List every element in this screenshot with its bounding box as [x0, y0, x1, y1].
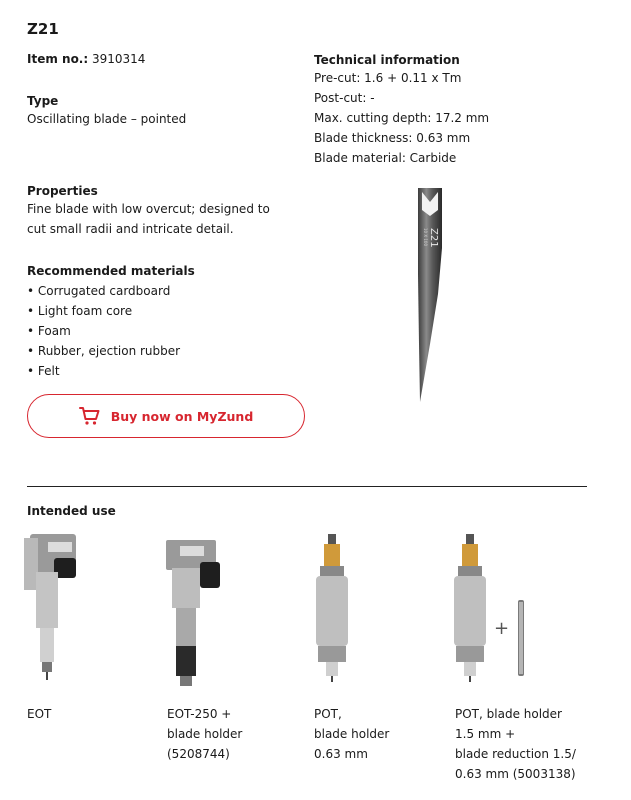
list-item: • Light foam core	[27, 301, 180, 321]
tool-caption-eot	[27, 704, 51, 724]
tool-caption-line: blade holder	[167, 727, 243, 741]
item-number-value: 3910314	[92, 52, 146, 66]
tool-caption-line: blade holder	[314, 727, 390, 741]
properties-line: Fine blade with low overcut; designed to	[27, 202, 270, 216]
blade-image	[400, 184, 460, 406]
technical-list	[314, 68, 489, 168]
blade-reduction-image	[514, 600, 528, 680]
buy-now-button[interactable]	[27, 394, 305, 438]
tool-caption-pot	[314, 704, 389, 764]
tool-caption-line: EOT-250 +	[167, 707, 232, 721]
plus-sign: +	[494, 618, 510, 639]
list-item: • Foam	[27, 321, 180, 341]
tool-caption-line: blade reduction 1.5/	[455, 747, 576, 761]
technical-line: Max. cutting depth: 17.2 mm	[314, 111, 490, 125]
type-value: Oscillating blade – pointed	[27, 112, 187, 126]
type-label: Type	[27, 94, 59, 108]
tool-caption-line: EOT	[27, 707, 52, 721]
list-item: • Felt	[27, 361, 180, 381]
pot-reduction-tool-image	[448, 532, 492, 682]
technical-line: Blade thickness: 0.63 mm	[314, 131, 471, 145]
list-item: • Rubber, ejection rubber	[27, 341, 180, 361]
blade-small-text: 10 X 100	[423, 228, 428, 247]
list-item: • Corrugated cardboard	[27, 281, 180, 301]
technical-line: Blade material: Carbide	[314, 151, 457, 165]
buy-now-label: Buy now on MyZund	[110, 408, 254, 424]
technical-line: Post-cut: -	[314, 91, 375, 105]
eot-250-tool-image	[160, 538, 224, 688]
tool-caption-line: POT, blade holder	[455, 707, 562, 721]
tool-caption-line: POT,	[314, 707, 342, 721]
tool-caption-line: 0.63 mm	[314, 747, 368, 761]
blade-engraving: Z21	[428, 228, 439, 248]
tool-caption-eot-250	[167, 704, 242, 764]
technical-line: Pre-cut: 1.6 + 0.11 x Tm	[314, 71, 462, 85]
tool-caption-line: 0.63 mm (5003138)	[455, 767, 576, 781]
eot-tool-image	[20, 532, 82, 682]
tool-caption-pot-reduction	[455, 704, 576, 784]
technical-label: Technical information	[314, 53, 460, 67]
properties-label: Properties	[27, 184, 98, 198]
tool-caption-line: (5208744)	[167, 747, 230, 761]
item-number-label: Item no.:	[27, 52, 89, 66]
properties-text	[27, 199, 270, 239]
materials-list	[27, 281, 180, 381]
cart-icon	[79, 406, 101, 426]
pot-tool-image	[310, 532, 354, 682]
tool-caption-line: 1.5 mm +	[455, 727, 516, 741]
section-divider	[27, 486, 587, 487]
product-title: Z21	[27, 20, 59, 38]
intended-use-label: Intended use	[27, 504, 116, 518]
properties-line: cut small radii and intricate detail.	[27, 222, 234, 236]
materials-label: Recommended materials	[27, 264, 195, 278]
item-number	[27, 52, 145, 66]
